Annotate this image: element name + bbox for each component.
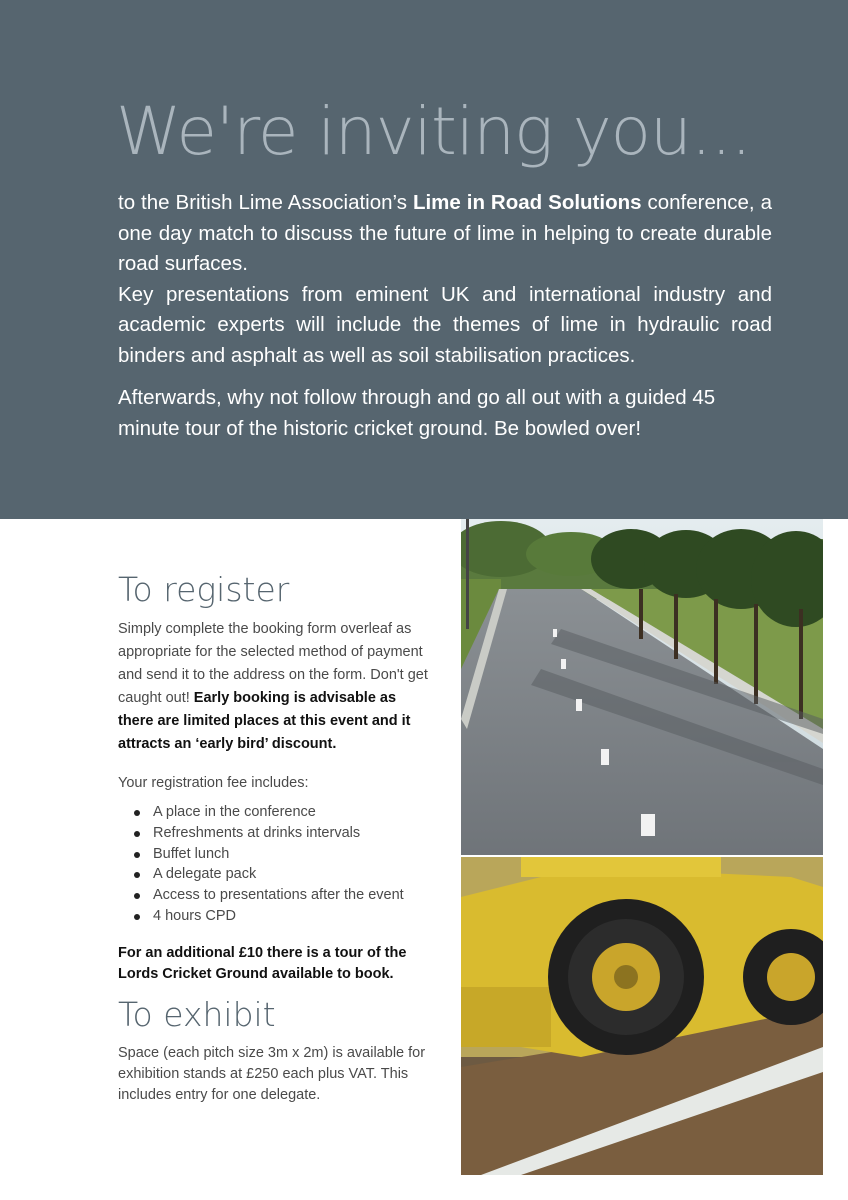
register-text [118, 618, 428, 756]
early-booking-note: Early booking is advisable as there are limited places at this event and it attracts an ‘early bird’ discount. [118, 690, 411, 752]
exhibit-text: Space (each pitch size 3m x 2m) is available for exhibition stands at £250 each plus VAT. This includes entry for one delegate. [118, 1044, 426, 1103]
headline: We're inviting you... [116, 93, 751, 170]
register-title: To register [118, 570, 290, 609]
fee-item-label: A delegate pack [153, 866, 257, 883]
fee-item [134, 864, 428, 885]
afterwards-paragraph: Afterwards, why not follow through and go all out with a guided 45 minute tour of the historic cricket ground. Be bowled over! [118, 386, 716, 440]
bullet-icon [134, 872, 140, 878]
fee-item-label: Refreshments at drinks intervals [153, 824, 361, 841]
fee-item [134, 885, 428, 906]
bullet-icon [134, 893, 140, 899]
bullet-icon [134, 852, 140, 858]
fee-item-label: Buffet lunch [153, 845, 230, 862]
conference-name: Lime in Road Solutions [412, 191, 642, 214]
presentations-paragraph: Key presentations from eminent UK and international industry and academic experts will include the themes of lime in hydraulic road binders and asphalt as well as soil stabilisation practices. [118, 282, 772, 367]
register-text-regular: Simply complete the booking form overleaf as appropriate for the selected method of payment and send it to the address on the form. Don't get caught out! [118, 621, 428, 706]
intro-paragraph [118, 188, 772, 280]
intro-part2: conference, a one day match to discuss the future of lime in helping to create durable road surfaces. [118, 191, 772, 275]
tractor-photo [461, 857, 823, 1175]
fee-intro: Your registration fee includes: [118, 775, 309, 791]
fee-item [134, 844, 428, 865]
exhibit-title: To exhibit [118, 994, 276, 1034]
fee-item-label: 4 hours CPD [153, 907, 237, 924]
fee-item-label: Access to presentations after the event [153, 887, 404, 904]
left-column [118, 568, 428, 1106]
bullet-icon [134, 831, 140, 837]
intro-part1: to the British Lime Association’s [118, 191, 413, 214]
intro-text [118, 188, 772, 444]
fee-item [134, 802, 428, 823]
fee-item [134, 906, 428, 927]
fee-item-label: A place in the conference [153, 804, 316, 820]
road-photo [461, 519, 823, 855]
bullet-icon [134, 810, 140, 816]
header-panel [0, 0, 848, 519]
fee-item [134, 823, 428, 844]
tour-note: For an additional £10 there is a tour of the Lords Cricket Ground available to book. [118, 944, 407, 982]
fee-list [118, 802, 428, 927]
bullet-icon [134, 914, 140, 920]
